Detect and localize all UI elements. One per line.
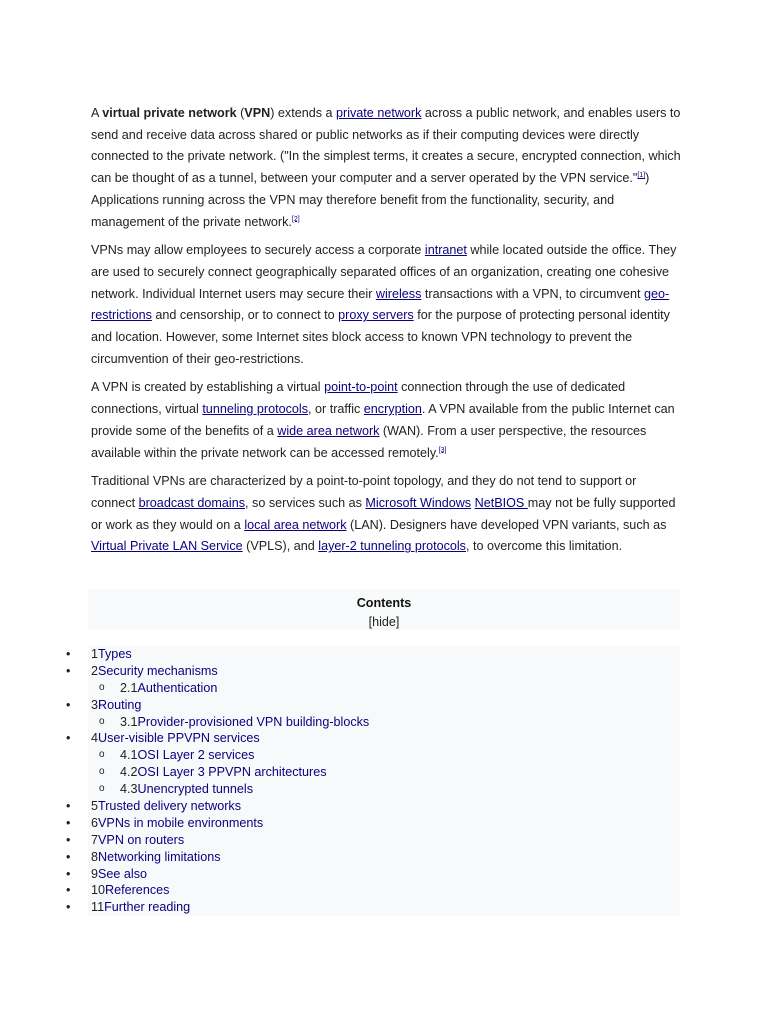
text: VPNs may allow employees to securely access a corporate [91, 243, 425, 258]
link-local-area-network[interactable]: local area network [244, 517, 347, 532]
text: A VPN is created by establishing a virtual [91, 380, 325, 395]
text: transactions with a VPN, to circumvent [421, 286, 644, 301]
bullet-icon: • [66, 663, 71, 678]
paragraph-uses [91, 240, 681, 370]
toc-link[interactable]: See also [98, 866, 148, 881]
toc-item-7[interactable] [0, 832, 768, 849]
citation-1-link[interactable]: [1] [637, 171, 646, 179]
text: ) Applications running across the VPN may therefore benefit from the functionality, security, and management of the private network. [91, 171, 650, 229]
paragraph-traditional [91, 471, 681, 558]
toc-number: 9 [91, 866, 99, 881]
link-geo-restrictions[interactable]: geo-restrictions [91, 286, 670, 323]
toc-link[interactable]: Authentication [137, 680, 218, 695]
link-proxy-servers[interactable]: proxy servers [338, 308, 414, 323]
toc-item-10[interactable] [0, 882, 768, 899]
text: (LAN). Designers have developed VPN variants, such as [346, 517, 667, 532]
text: A [91, 106, 103, 120]
toc-number: 4.1 [120, 748, 138, 763]
link-wide-area-network[interactable]: wide area network [277, 423, 380, 438]
citation-2-link[interactable]: [2] [291, 215, 300, 223]
link-layer-2-tunneling[interactable]: layer-2 tunneling protocols [318, 539, 466, 554]
text: ) extends a [270, 106, 337, 120]
toc-number: 1 [91, 647, 99, 661]
toc-link[interactable]: OSI Layer 3 PPVPN architectures [137, 765, 327, 780]
text: and censorship, or to connect to [151, 308, 339, 323]
link-wireless[interactable]: wireless [375, 286, 422, 301]
text: , so services such as [245, 495, 366, 510]
bullet-icon: • [66, 815, 71, 830]
paragraph-intro [91, 103, 681, 233]
toc-number: 3 [91, 697, 99, 712]
toc-number: 4.2 [120, 765, 138, 780]
toc-link[interactable]: Routing [98, 697, 142, 712]
toc-title: Contents [356, 596, 412, 610]
text: connection through the use of dedicated connections, virtual [91, 380, 626, 417]
link-intranet[interactable]: intranet [424, 243, 467, 258]
toc-number: 2.1 [120, 680, 138, 695]
toc-link[interactable]: Trusted delivery networks [98, 799, 242, 814]
toc-hide-toggle[interactable]: [hide] [368, 615, 400, 629]
bullet-icon: • [66, 866, 71, 881]
link-broadcast-domains[interactable]: broadcast domains [138, 495, 246, 510]
circle-bullet-icon: o [99, 749, 105, 761]
toc-number: 10 [91, 883, 106, 898]
toc-list [0, 646, 768, 916]
abbr-bold: VPN [244, 106, 271, 120]
toc-item-9[interactable] [0, 866, 768, 883]
toc-number: 3.1 [120, 714, 138, 729]
toc-item-4-1[interactable] [0, 747, 768, 764]
bullet-icon: • [66, 900, 71, 915]
toc-item-4-3[interactable] [0, 781, 768, 798]
article-body [91, 103, 681, 565]
citation-3 [439, 446, 447, 453]
link-tunneling-protocols[interactable]: tunneling protocols [202, 402, 309, 417]
toc-item-4-2[interactable] [0, 764, 768, 781]
toc-item-1[interactable] [0, 646, 768, 663]
link-point-to-point[interactable]: point-to-point [324, 380, 398, 395]
text: may not be fully supported or work as they would on a [91, 495, 676, 532]
toc-number: 8 [91, 849, 99, 864]
toc-item-3[interactable] [0, 697, 768, 714]
bullet-icon: • [66, 731, 71, 746]
toc-item-6[interactable] [0, 815, 768, 832]
link-netbios[interactable]: NetBIOS [474, 495, 528, 510]
circle-bullet-icon: o [99, 766, 105, 778]
toc-number: 2 [91, 663, 99, 678]
link-vpls[interactable]: Virtual Private LAN Service [91, 539, 243, 554]
text: . A VPN available from the public Internet can provide some of the benefits of a [91, 402, 675, 438]
text: (WAN). From a user perspective, the resources available within the private network can be accessed remotely. [91, 423, 647, 460]
toc-item-5[interactable] [0, 798, 768, 815]
toc-item-11[interactable] [0, 899, 768, 916]
bullet-icon: • [66, 883, 71, 898]
toc-link[interactable]: References [105, 883, 170, 898]
link-microsoft-windows[interactable]: Microsoft Windows [365, 495, 472, 510]
citation-2 [292, 215, 300, 222]
bullet-icon: • [66, 799, 71, 814]
circle-bullet-icon: o [99, 783, 105, 795]
text: , to overcome this limitation. [465, 539, 623, 554]
bullet-icon: • [66, 647, 71, 661]
toc-header [88, 589, 680, 630]
toc-number: 5 [91, 799, 99, 814]
paragraph-creation [91, 377, 681, 464]
toc-item-8[interactable] [0, 849, 768, 866]
circle-bullet-icon: o [99, 681, 105, 693]
text: (VPLS), and [242, 539, 319, 554]
toc-number: 4.3 [120, 782, 138, 797]
citation-3-link[interactable]: [3] [438, 446, 447, 454]
toc-link[interactable]: User-visible PPVPN services [98, 731, 260, 746]
toc-link[interactable]: OSI Layer 2 services [137, 748, 255, 763]
toc-item-2[interactable] [0, 663, 768, 680]
toc-link[interactable]: Networking limitations [98, 849, 221, 864]
link-private-network[interactable]: private network [336, 106, 422, 120]
toc-link[interactable]: Security mechanisms [98, 663, 218, 678]
bullet-icon: • [66, 849, 71, 864]
toc-number: 7 [91, 832, 99, 847]
circle-bullet-icon: o [99, 715, 105, 727]
toc-link[interactable]: Unencrypted tunnels [137, 782, 254, 797]
toc-item-2-1[interactable] [0, 680, 768, 697]
toc-number: 4 [91, 731, 99, 746]
text: ( [236, 106, 245, 120]
toc-link[interactable]: VPN on routers [98, 832, 185, 847]
bullet-icon: • [66, 832, 71, 847]
toc-link[interactable]: VPNs in mobile environments [98, 815, 264, 830]
toc-item-4[interactable] [0, 730, 768, 747]
toc-number: 6 [91, 815, 99, 830]
link-encryption[interactable]: encryption [363, 402, 422, 417]
text: Traditional VPNs are characterized by a point-to-point topology, and they do not tend to support or connect [91, 474, 637, 510]
toc-link[interactable]: Types [98, 647, 132, 661]
text: across a public network, and enables users to send and receive data across shared or public networks as if their computing devices were directly connected to the private network. ("In the simplest terms, it creates a secure, encrypted connection, which can be thought of as a tunnel, between your computer and a server operated by the VPN service." [91, 106, 681, 186]
toc-item-3-1[interactable] [0, 714, 768, 731]
toc-link[interactable]: Provider-provisioned VPN building-blocks [137, 714, 370, 729]
toc-number: 11 [91, 900, 105, 915]
text: for the purpose of protecting personal identity and location. However, some Internet sites block access to known VPN technology to prevent the circumvention of their geo-restrictions. [91, 308, 670, 366]
text: , or traffic [308, 402, 364, 417]
term-bold: virtual private network [102, 106, 237, 120]
bullet-icon: • [66, 697, 71, 712]
toc-link[interactable]: Further reading [104, 900, 191, 915]
text: while located outside the office. They are used to securely connect geographically separated offices of an organization, creating one cohesive network. Individual Internet users may secure their [91, 243, 677, 301]
citation-1 [637, 172, 645, 179]
